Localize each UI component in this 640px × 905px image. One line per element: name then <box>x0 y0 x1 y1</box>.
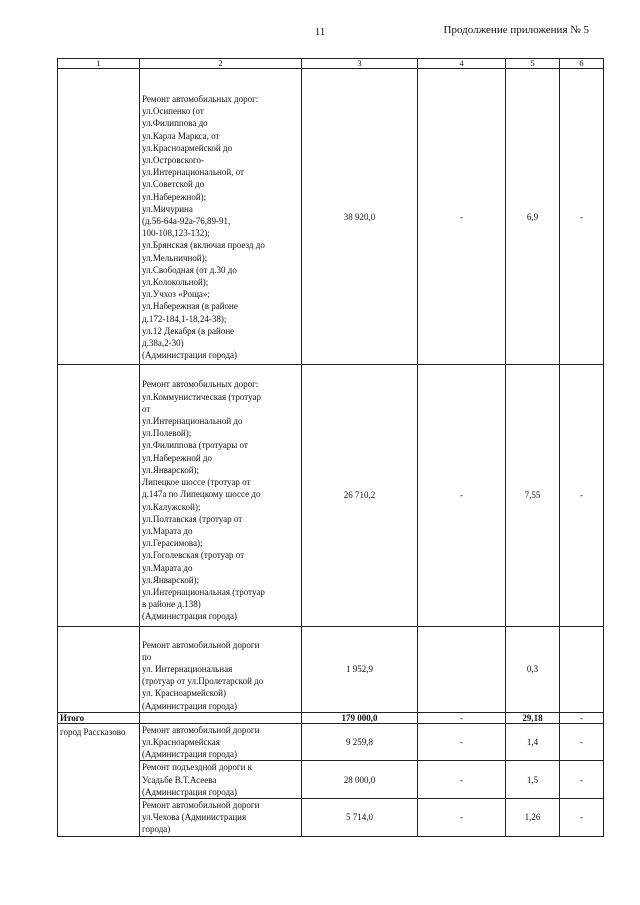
description-line: (Администрация города) <box>142 611 238 622</box>
col4-cell: - <box>418 69 506 365</box>
description-line: ул.Чехова (Администрация <box>142 812 247 823</box>
description-line: ул.Январской); <box>142 574 200 585</box>
column-header: 4 <box>418 59 506 69</box>
description-line: города) <box>142 824 171 835</box>
description-line: ул. Интернациональная <box>142 663 233 674</box>
description-line: 100-108,123-132); <box>142 228 210 239</box>
municipality-cell <box>58 365 140 626</box>
total-label: Итого <box>58 712 140 723</box>
table-row <box>58 626 604 712</box>
description-line: Ремонт автомобильных дорог: <box>142 94 259 104</box>
col4-cell <box>418 626 506 712</box>
col4-cell: - <box>418 723 506 761</box>
description-line: ул.Январской); <box>142 464 200 475</box>
description-cell <box>140 798 302 836</box>
table-row <box>58 723 604 761</box>
description-line: ул.12 Декабря (в районе <box>142 325 235 336</box>
table-row <box>58 761 604 799</box>
total-cost-cell: 179 000,0 <box>302 712 418 723</box>
description-line: д.147а по Липецкому шоссе до <box>142 489 261 500</box>
length-cell: 7,55 <box>506 365 560 626</box>
description-line: ул.Интернациональной, от <box>142 167 244 178</box>
description-line: ул.Свободная (от д.30 до <box>142 264 237 275</box>
description-line: д.172-184,1-18,24-38); <box>142 313 227 324</box>
description-line: ул.Советской до <box>142 179 205 190</box>
total-length-cell: 29,18 <box>506 712 560 723</box>
total-description-cell <box>140 712 302 723</box>
description-line: ул.Интернациональной до <box>142 416 243 427</box>
description-cell <box>140 761 302 799</box>
description-line: ул.Набережной до <box>142 452 212 463</box>
description-line: Липецкое шоссе (тротуар от <box>142 477 251 488</box>
appendix-label: Продолжение приложения № 5 <box>443 24 589 36</box>
column-header: 2 <box>140 59 302 69</box>
description-line: ул. Красноармейской) <box>142 688 226 699</box>
description-line: (тротуар от ул.Пролетарской до <box>142 676 264 687</box>
page-number: 11 <box>314 26 326 38</box>
description-line: Усадьбе В.Т.Асеева <box>142 774 217 785</box>
data-table <box>57 58 604 837</box>
description-line: ул.Мичурина <box>142 203 193 214</box>
description-line: ул.Учхоз «Роща»; <box>142 289 210 300</box>
description-line: ул.Полтавская (тротуар от <box>142 513 243 524</box>
municipality-cell <box>58 69 140 365</box>
table-row <box>58 69 604 365</box>
length-cell: 1,5 <box>506 761 560 799</box>
total-col4-cell: - <box>418 712 506 723</box>
length-cell: 1,26 <box>506 798 560 836</box>
description-cell <box>140 69 302 365</box>
description-line: (д.56-64а-92а-76,89-91, <box>142 216 231 227</box>
total-col6-cell: - <box>560 712 604 723</box>
col6-cell: - <box>560 761 604 799</box>
description-cell <box>140 365 302 626</box>
description-line: (Администрация города) <box>142 350 238 361</box>
description-line: ул.Калужской); <box>142 501 201 512</box>
description-line: Ремонт автомобильных дорог: <box>142 379 259 390</box>
cost-cell: 28 000,0 <box>302 761 418 799</box>
description-cell <box>140 626 302 712</box>
description-line: ул.Мельничной); <box>142 252 208 263</box>
description-line: ул.Набережная (в районе <box>142 301 238 312</box>
col6-cell: - <box>560 69 604 365</box>
description-line: ул.Карла Маркса, от <box>142 130 220 141</box>
description-cell <box>140 723 302 761</box>
column-header: 6 <box>560 59 604 69</box>
description-line: ул.Филиппова до <box>142 118 208 129</box>
total-row <box>58 712 604 723</box>
column-header: 3 <box>302 59 418 69</box>
description-line: по <box>142 651 152 662</box>
description-line: ул.Интернациональная (тротуар <box>142 586 265 597</box>
cost-cell: 1 952,9 <box>302 626 418 712</box>
description-line: от <box>142 403 151 414</box>
description-line: Ремонт автомобильной дороги <box>142 799 260 810</box>
description-line: (Администрация города) <box>142 749 238 760</box>
header-row <box>58 59 604 69</box>
cost-cell: 38 920,0 <box>302 69 418 365</box>
col4-cell: - <box>418 798 506 836</box>
description-line: Ремонт автомобильной дороги <box>142 724 260 735</box>
description-line: Ремонт автомобильной дороги <box>142 639 260 650</box>
description-line: Ремонт подъездной дороги к <box>142 762 253 773</box>
description-line: ул.Осипенко (от <box>142 106 204 117</box>
col6-cell <box>560 626 604 712</box>
col6-cell: - <box>560 365 604 626</box>
description-line: ул.Островского- <box>142 155 204 166</box>
col6-cell: - <box>560 798 604 836</box>
cost-cell: 5 714,0 <box>302 798 418 836</box>
column-header: 5 <box>506 59 560 69</box>
description-line: ул.Колокольной); <box>142 277 209 288</box>
col4-cell: - <box>418 365 506 626</box>
description-line: ул.Коммунистическая (тротуар <box>142 391 261 402</box>
municipality-cell <box>58 626 140 712</box>
cost-cell: 26 710,2 <box>302 365 418 626</box>
cost-cell: 9 259,8 <box>302 723 418 761</box>
col6-cell: - <box>560 723 604 761</box>
description-line: ул.Полевой); <box>142 428 192 439</box>
description-line: ул.Филиппова (тротуары от <box>142 440 248 451</box>
description-line: ул.Марата до <box>142 525 193 536</box>
table-row <box>58 798 604 836</box>
column-header: 1 <box>58 59 140 69</box>
description-line: ул.Марата до <box>142 562 193 573</box>
table-row <box>58 365 604 626</box>
length-cell: 1,4 <box>506 723 560 761</box>
description-line: ул.Красноармейской до <box>142 142 233 153</box>
col4-cell: - <box>418 761 506 799</box>
description-line: ул.Герасимова); <box>142 538 203 549</box>
description-line: ул.Красноармейская <box>142 736 220 747</box>
description-line: ул.Гоголевская (тротуар от <box>142 550 245 561</box>
description-line: д.38а,2-30) <box>142 338 184 349</box>
description-line: в районе д.138) <box>142 599 201 610</box>
length-cell: 0,3 <box>506 626 560 712</box>
description-line: ул.Брянская (включая проезд до <box>142 240 265 251</box>
description-line: ул.Набережной); <box>142 191 207 202</box>
description-line: (Администрация города) <box>142 786 238 797</box>
municipality-cell: город Рассказово <box>58 723 140 836</box>
length-cell: 6,9 <box>506 69 560 365</box>
description-line: (Администрация города) <box>142 700 238 711</box>
